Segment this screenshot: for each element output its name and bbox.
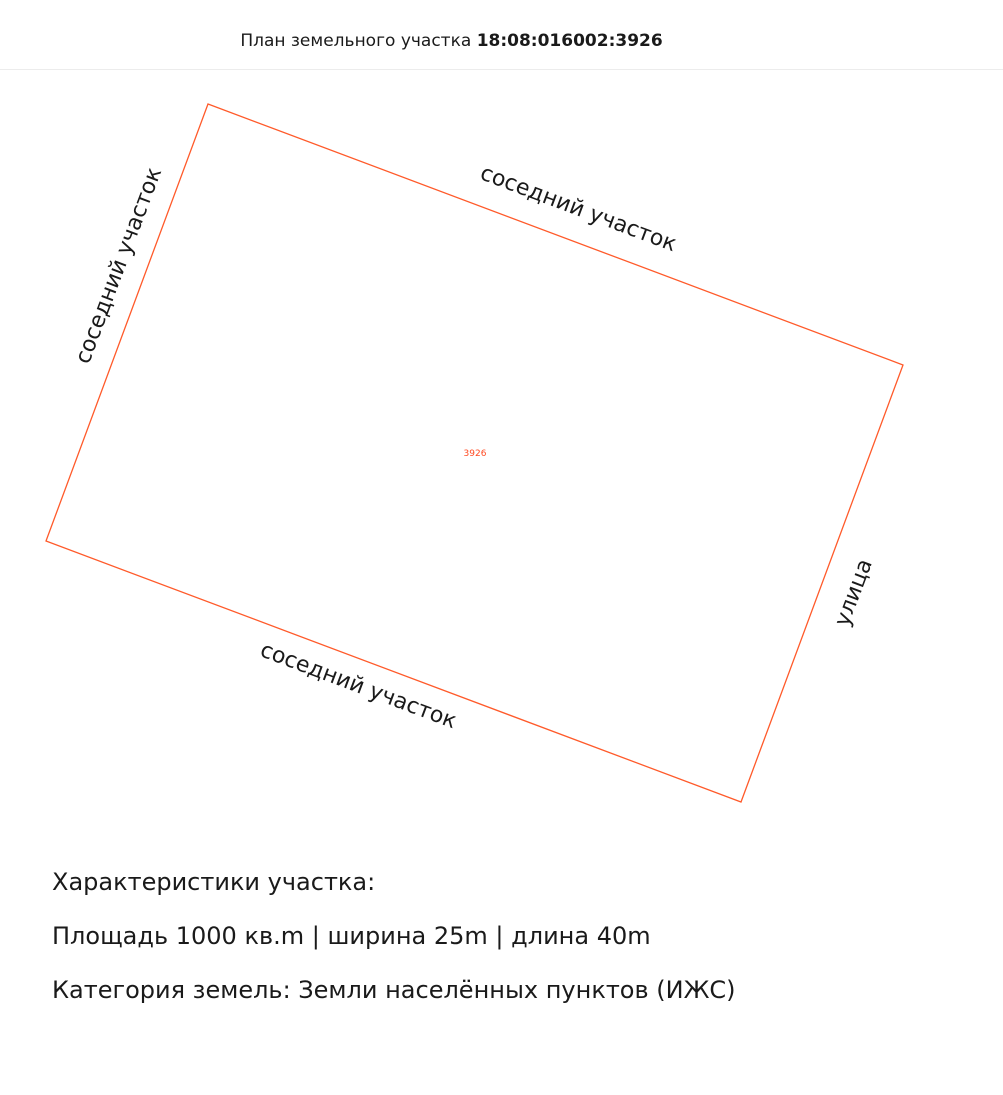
land-category: Категория земель: Земли населённых пунктов (ИЖС)	[52, 976, 736, 1004]
cadastral-number: 18:08:016002:3926	[476, 31, 663, 51]
plot-dimensions: Площадь 1000 кв.m | ширина 25m | длина 40m	[52, 922, 651, 950]
side-label-right: улица	[829, 555, 878, 630]
side-label-left: соседний участок	[70, 164, 168, 368]
parcel-id-label: 3926	[463, 449, 487, 459]
title-prefix: План земельного участка	[240, 31, 472, 51]
plot-characteristics	[52, 868, 982, 1030]
side-label-bottom: соседний участок	[256, 637, 460, 735]
characteristics-heading: Характеристики участка:	[52, 868, 376, 896]
side-label-top: соседний участок	[476, 160, 680, 258]
